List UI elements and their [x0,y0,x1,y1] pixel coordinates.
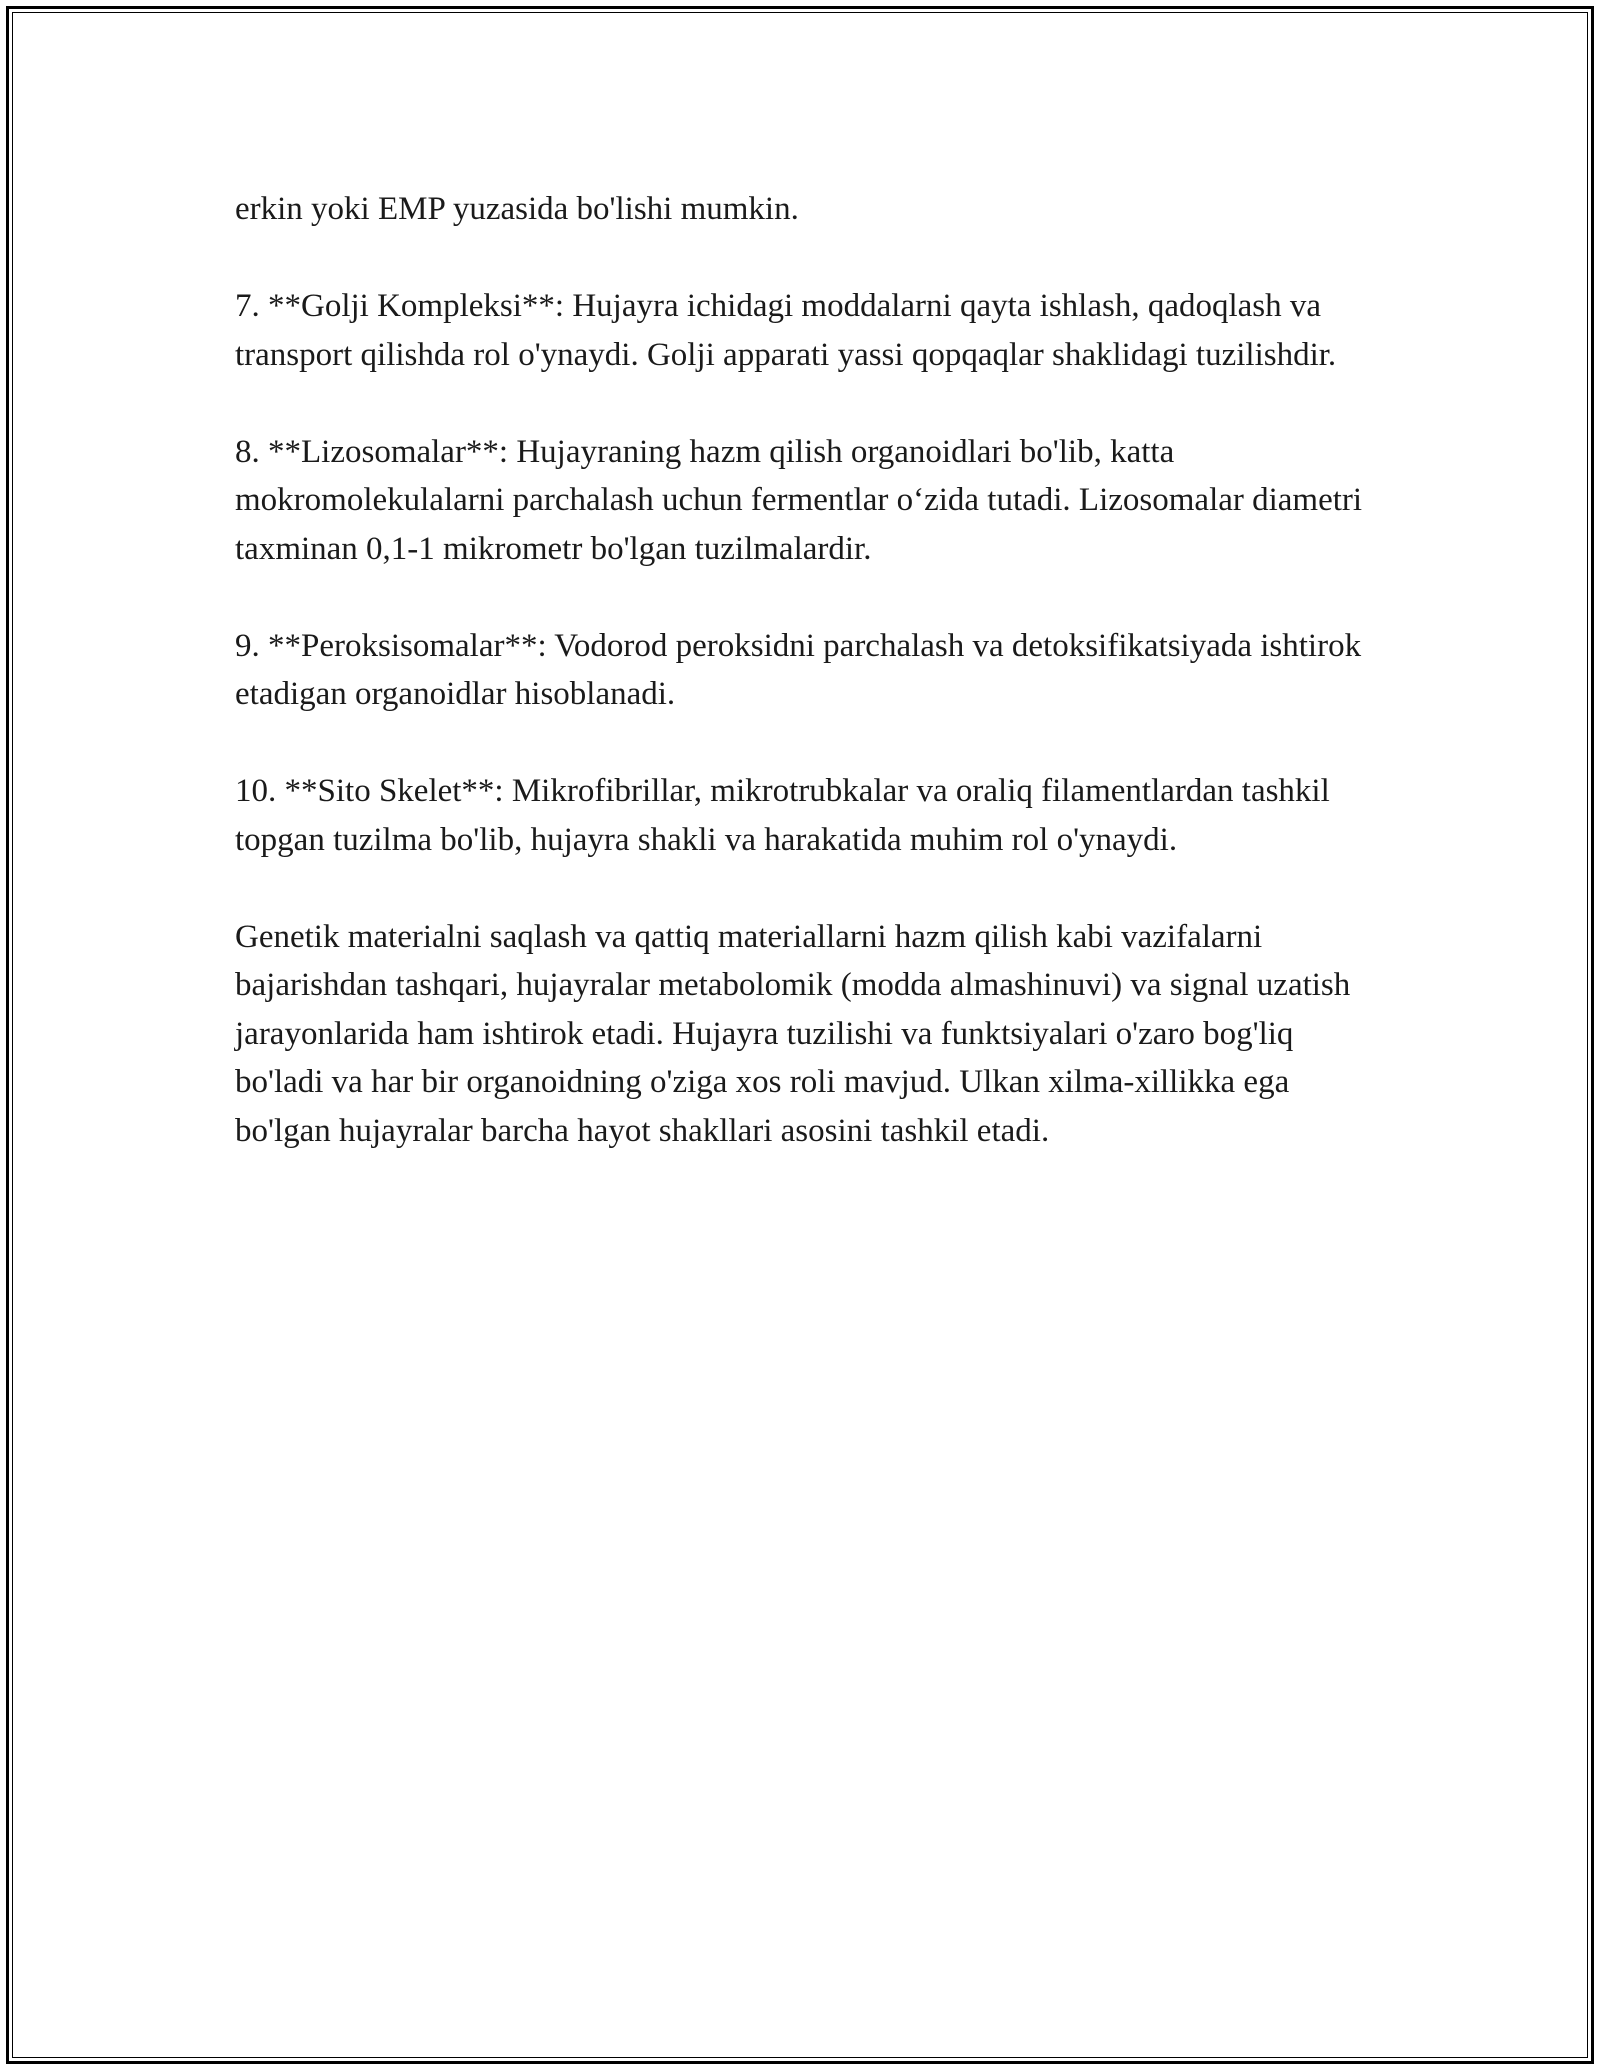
paragraph-peroksisomalar: 9. **Peroksisomalar**: Vodorod peroksidni parchalash va detoksifikatsiyada ishtirok etadigan organoidlar hisoblanadi. [235,627,1362,712]
paragraph-golji-kompleksi: 7. **Golji Kompleksi**: Hujayra ichidagi moddalarni qayta ishlash, qadoqlash va transport qilishda rol o'ynaydi. Golji apparati yassi qopqaqlar shaklidagi tuzilishdir. [235,288,1337,373]
paragraph-conclusion: Genetik materialni saqlash va qattiq materiallarni hazm qilish kabi vazifalarni bajarishdan tashqari, hujayralar metabolomik (modda almashinuvi) va signal uzatish jarayonlarida ham ishtirok etadi. Hujayra tuzilishi va funktsiyalari o'zaro bog'liq bo'ladi va har bir organoidning o'ziga xos roli mavjud. Ulkan xilma-xillikka ega bo'lgan hujayralar barcha hayot shakllari asosini tashkil etadi. [235,918,1351,1149]
paragraph-sito-skelet: 10. **Sito Skelet**: Mikrofibrillar, mikrotrubkalar va oraliq filamentlardan tashkil topgan tuzilma bo'lib, hujayra shakli va harakatida muhim rol o'ynaydi. [235,773,1330,858]
paragraph-continuation: erkin yoki EMP yuzasida bo'lishi mumkin. [235,191,799,227]
paragraph-lizosomalar: 8. **Lizosomalar**: Hujayraning hazm qilish organoidlari bo'lib, katta mokromolekulalarni parchalash uchun fermentlar o‘zida tutadi. Lizosomalar diametri taxminan 0,1-1 mikrometr bo'lgan tuzilmalardir. [235,433,1363,567]
document-body [235,185,1365,1204]
